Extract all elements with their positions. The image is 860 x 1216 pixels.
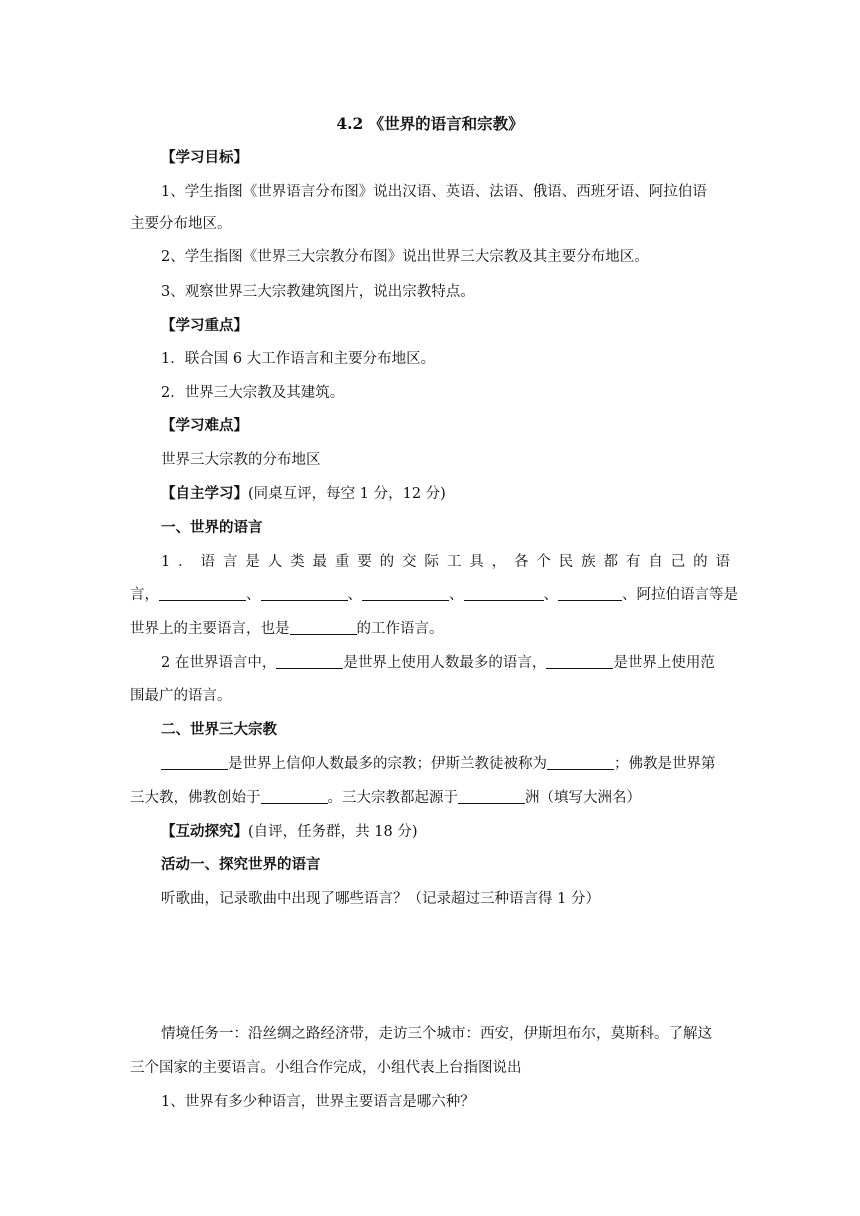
question-1-char: 际 [424,554,439,570]
question-1-text-d: 的工作语言。 [356,621,444,637]
separator: 、 [246,587,261,603]
interactive-note: (自评，任务群，共 18 分) [248,824,418,840]
blank-continent[interactable] [458,788,525,804]
question-1-char: 是 [245,554,260,570]
scenario-line2: 三个国家的主要语言。小组合作完成，小组代表上台指图说出 [130,1060,522,1076]
objective-1-line2: 主要分布地区。 [130,216,232,232]
blank-language-2[interactable] [261,585,348,601]
question-1-char: 语 [715,554,730,570]
question-1-char: 自 [648,554,663,570]
objective-1-line1: 1、学生指图《世界语言分布图》说出汉语、英语、法语、俄语、西班牙语、阿拉伯语 [161,184,707,200]
question-1-text-c: 世界上的主要语言，也是 [130,621,290,637]
self-study-heading-line [161,484,761,504]
question-1-char: 最 [312,554,327,570]
question-2-text-b: 是世界上使用人数最多的语言， [343,655,547,671]
religion-text-b: 是世界上信仰人数最多的宗教；伊斯兰教徒被称为 [228,756,547,772]
question-2-text-a: 2 在世界语言中， [161,655,277,671]
interactive-heading: 【互动探究】 [161,823,248,840]
listen-task: 听歌曲，记录歌曲中出现了哪些语言？（记录超过三种语言得 1 分） [161,891,600,907]
question-1-char: 工 [446,554,462,570]
question-1-char: 族 [581,554,596,570]
question-1-char: 都 [603,554,619,570]
blank-most-spoken[interactable] [276,653,343,669]
question-1-char: 民 [558,554,574,570]
scenario-line1: 情境任务一：沿丝绸之路经济带，走访三个城市：西安，伊斯坦布尔，莫斯科。了解这 [161,1026,712,1042]
question-2-text-c: 是世界上使用范 [613,655,715,671]
blank-organization[interactable] [290,619,357,635]
question-1-line2 [130,585,738,605]
blank-largest-religion[interactable] [161,754,228,770]
section-languages-heading: 一、世界的语言 [161,519,263,536]
religion-text-e: 。三大宗教都起源于 [327,790,458,806]
question-1-line3 [130,619,730,639]
question-1-char: 个 [536,554,551,570]
religion-line1 [161,754,761,774]
blank-most-widespread[interactable] [546,653,613,669]
religion-text-d: 三大教，佛教创始于 [130,790,261,806]
difficulty-heading: 【学习难点】 [161,417,248,434]
blank-language-4[interactable] [464,585,544,601]
blank-buddhism-origin[interactable] [261,788,328,804]
question-2-line1 [161,653,761,673]
key-point-1: 1．联合国 6 大工作语言和主要分布地区。 [161,351,436,367]
question-1-char: ． [178,554,193,570]
separator: 、 [449,587,464,603]
question-languages-count: 1、世界有多少种语言，世界主要语言是哪六种？ [161,1094,475,1110]
question-1-char: 具 [469,554,484,570]
self-study-heading: 【自主学习】 [161,485,248,502]
question-1-text-a: 言， [130,587,159,603]
section-religions-heading: 二、世界三大宗教 [161,721,277,738]
blank-muslim-name[interactable] [547,754,614,770]
religion-text-c: ；佛教是世界第 [614,756,716,772]
question-1-char: 有 [625,554,641,570]
religion-line2 [130,788,730,808]
question-1-char: 人 [267,554,283,570]
blank-language-1[interactable] [159,585,246,601]
self-study-note: (同桌互评，每空 1 分，12 分) [248,486,446,502]
key-point-2: 2．世界三大宗教及其建筑。 [161,385,345,401]
question-1-line1 [161,552,730,572]
question-1-char: 的 [693,554,708,570]
question-1-char: 的 [379,554,395,570]
activity-1-heading: 活动一、探究世界的语言 [161,856,321,873]
question-1-char: 交 [402,554,417,570]
question-1-text-end: 、阿拉伯语言等是 [622,587,738,603]
blank-language-5[interactable] [558,585,622,601]
interactive-heading-line [161,822,761,842]
objectives-heading: 【学习目标】 [161,149,248,166]
question-1-char: 要 [357,554,372,570]
key-points-heading: 【学习重点】 [161,317,248,334]
question-2-line2: 围最广的语言。 [130,688,232,704]
question-1-char: 类 [290,554,305,570]
blank-language-3[interactable] [362,585,449,601]
question-1-char: 语 [200,554,216,570]
page-title: 4.2 《世界的语言和宗教》 [336,114,524,133]
question-1-char: ， [491,554,507,570]
objective-2: 2、学生指图《世界三大宗教分布图》说出世界三大宗教及其主要分布地区。 [161,249,649,265]
religion-text-f: 洲（填写大洲名） [525,790,641,806]
objective-3: 3、观察世界三大宗教建筑图片，说出宗教特点。 [161,284,475,300]
question-1-char: 重 [334,554,350,570]
question-1-char: 己 [670,554,686,570]
difficulty-text: 世界三大宗教的分布地区 [161,452,321,468]
question-1-char: 言 [222,554,238,570]
separator: 、 [543,587,558,603]
question-1-char: 各 [513,554,529,570]
question-1-char: 1 [161,554,171,570]
separator: 、 [347,587,362,603]
